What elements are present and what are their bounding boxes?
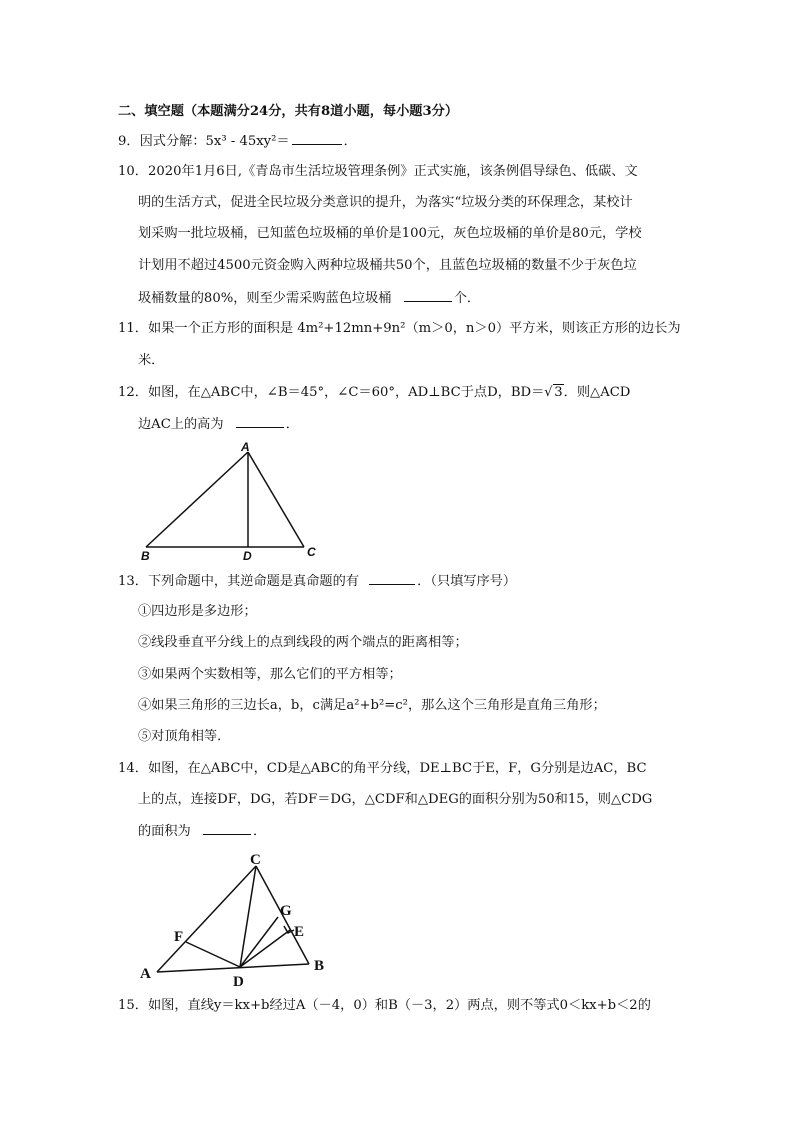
question-10-line-3: 划采购一批垃圾桶，已知蓝色垃圾桶的单价是100元，灰色垃圾桶的单价是80元，学校 (138, 226, 642, 241)
question-text: 边AC上的高为 (138, 417, 224, 432)
label-a: A (241, 440, 250, 454)
question-text: 如图，在△ABC中，CD是△ABC的角平分线，DE⊥BC于E，F，G分别是边AC，BC (147, 761, 647, 776)
option-item: ④如果三角形的三边长a，b，c满足a²+b²=c²，那么这个三角形是直角三角形； (138, 698, 606, 713)
question-number: 9． (118, 134, 140, 149)
label-a: A (140, 966, 151, 982)
label-d: D (233, 974, 244, 990)
segment-de (240, 930, 290, 967)
question-10-line-4: 计划用不超过4500元资金购入两种垃圾桶共50个，且蓝色垃圾桶的数量不少于灰色垃 (138, 258, 637, 273)
label-g: G (280, 903, 292, 919)
question-14-line-2: 上的点，连接DF，DG，若DF＝DG，△CDF和△DEG的面积分别为50和15，则△CDG (138, 792, 653, 807)
option-item: ⑤对顶角相等． (138, 729, 231, 744)
question-15-line-1 (118, 997, 651, 1015)
punctuation: ． (343, 134, 357, 149)
question-text: ．（只填写序号） (417, 574, 517, 589)
question-text: 下列命题中，其逆命题是真命题的有 (147, 574, 359, 589)
question-11-line-2: 米． (138, 353, 165, 368)
question-text: 如图，在△ABC中，∠B＝45°，∠C＝60°，AD⊥BC于点D，BD＝ (147, 385, 545, 400)
option-item: ③如果两个实数相等，那么它们的平方相等； (138, 667, 402, 682)
option-item: ①四边形是多边形； (138, 604, 257, 619)
label-c: C (307, 545, 316, 559)
label-c: C (250, 852, 261, 868)
question-10-line-2: 明的生活方式，促进全民垃圾分类意识的提升，为落实“垃圾分类的环保理念，某校计 (138, 195, 633, 210)
question-text: 圾桶数量的80%，则至少需采购蓝色垃圾桶 (138, 291, 392, 306)
label-f: F (174, 929, 184, 945)
label-d: D (243, 549, 252, 563)
question-text: 如果一个正方形的面积是 4m²+12mn+9n²（m＞0，n＞0）平方米，则该正方形的边长为 (147, 321, 681, 336)
edge-ab (157, 964, 309, 972)
question-number: 10． (118, 164, 148, 179)
question-text: 的面积为 (138, 824, 191, 839)
segment-df (186, 942, 240, 967)
question-text: 个． (453, 291, 481, 306)
question-number: 12． (118, 385, 148, 400)
question-number: 14． (118, 761, 148, 776)
punctuation: ． (252, 824, 267, 839)
question-number: 13． (118, 574, 148, 589)
question-text: 如图，直线y＝kx+b经过A（－4，0）和B（－3，2）两点，则不等式0＜kx+b＜2的 (147, 998, 651, 1013)
label-b: B (314, 958, 325, 974)
square-root: √ 3 (544, 385, 563, 400)
label-e: E (294, 924, 305, 940)
question-number: 15． (118, 998, 148, 1013)
question-text: ．则△ACD (563, 385, 631, 400)
question-text: 因式分解：5x³ - 45xy²＝ (139, 134, 290, 149)
option-item: ②线段垂直平分线上的点到线段的两个端点的距离相等； (138, 635, 468, 650)
section-heading: 二、填空题（本题满分24分，共有8道小题，每小题3分） (118, 104, 459, 119)
segment-dg (240, 917, 278, 967)
punctuation: ． (285, 417, 299, 432)
label-b: B (141, 549, 150, 563)
question-text: 2020年1月6日,《青岛市生活垃圾管理条例》正式实施，该条例倡导绿色、低碳、文 (147, 164, 638, 179)
question-number: 11． (118, 321, 148, 336)
